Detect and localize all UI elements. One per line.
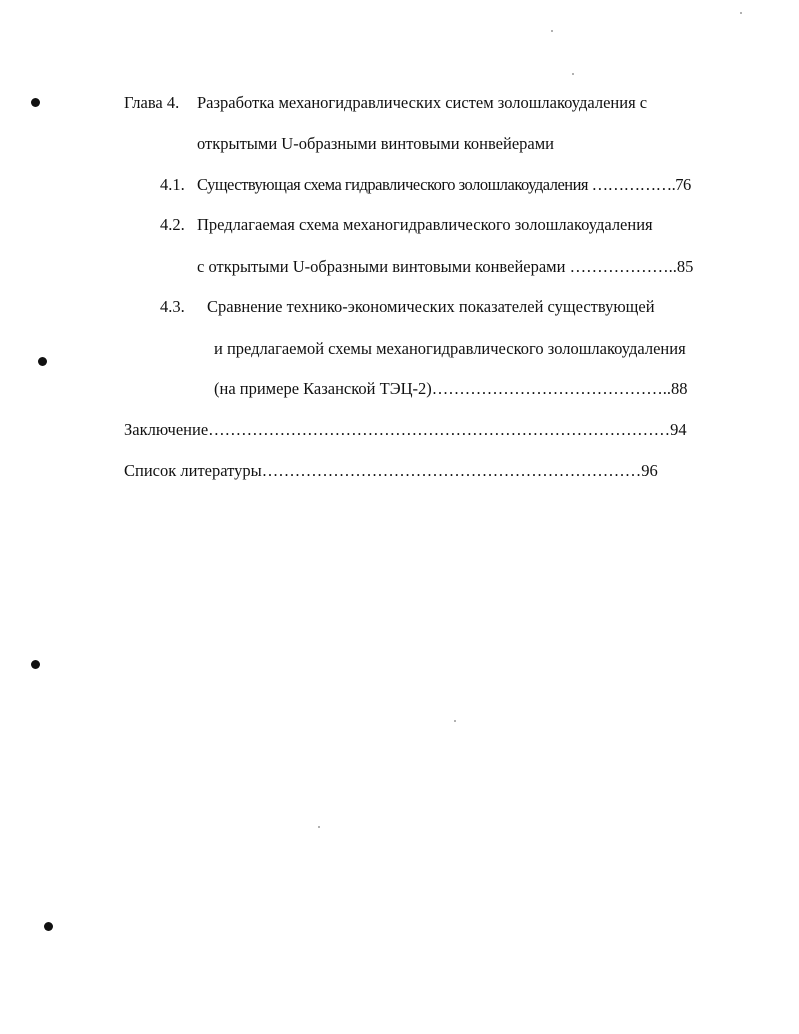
binder-hole-2 (38, 357, 47, 366)
chapter-4-title-line2: открытыми U-образными винтовыми конвейерами (197, 134, 554, 153)
scan-speck (740, 12, 742, 14)
binder-hole-1 (31, 98, 40, 107)
binder-hole-3 (31, 660, 40, 669)
scan-speck (572, 73, 574, 75)
section-4-3-line2: и предлагаемой схемы механогидравлического золошлакоудаления (214, 339, 686, 358)
section-4-3-number: 4.3. (160, 297, 185, 316)
section-4-2-line1: Предлагаемая схема механогидравлического золошлакоудаления (197, 215, 653, 234)
chapter-4-label: Глава 4. (124, 93, 180, 112)
section-4-2-number: 4.2. (160, 215, 185, 234)
section-4-1-entry: Существующая схема гидравлического золошлакоудаления …………….76 (197, 175, 691, 194)
scan-speck (454, 720, 456, 722)
scan-speck (551, 30, 553, 32)
conclusion-entry: Заключение…………………………………………………………………………94 (124, 420, 687, 439)
binder-hole-4 (44, 922, 53, 931)
section-4-1-number: 4.1. (160, 175, 185, 194)
scan-speck (318, 826, 320, 828)
references-entry: Список литературы……………………………………………………………96 (124, 461, 658, 480)
section-4-3-line1: Сравнение технико-экономических показателей существующей (207, 297, 655, 316)
section-4-2-line2: с открытыми U-образными винтовыми конвейерами ………………..85 (197, 257, 694, 276)
chapter-4-title-line1: Разработка механогидравлических систем золошлакоудаления с (197, 93, 648, 112)
section-4-3-line3: (на примере Казанской ТЭЦ-2)……………………………………..88 (214, 379, 688, 398)
